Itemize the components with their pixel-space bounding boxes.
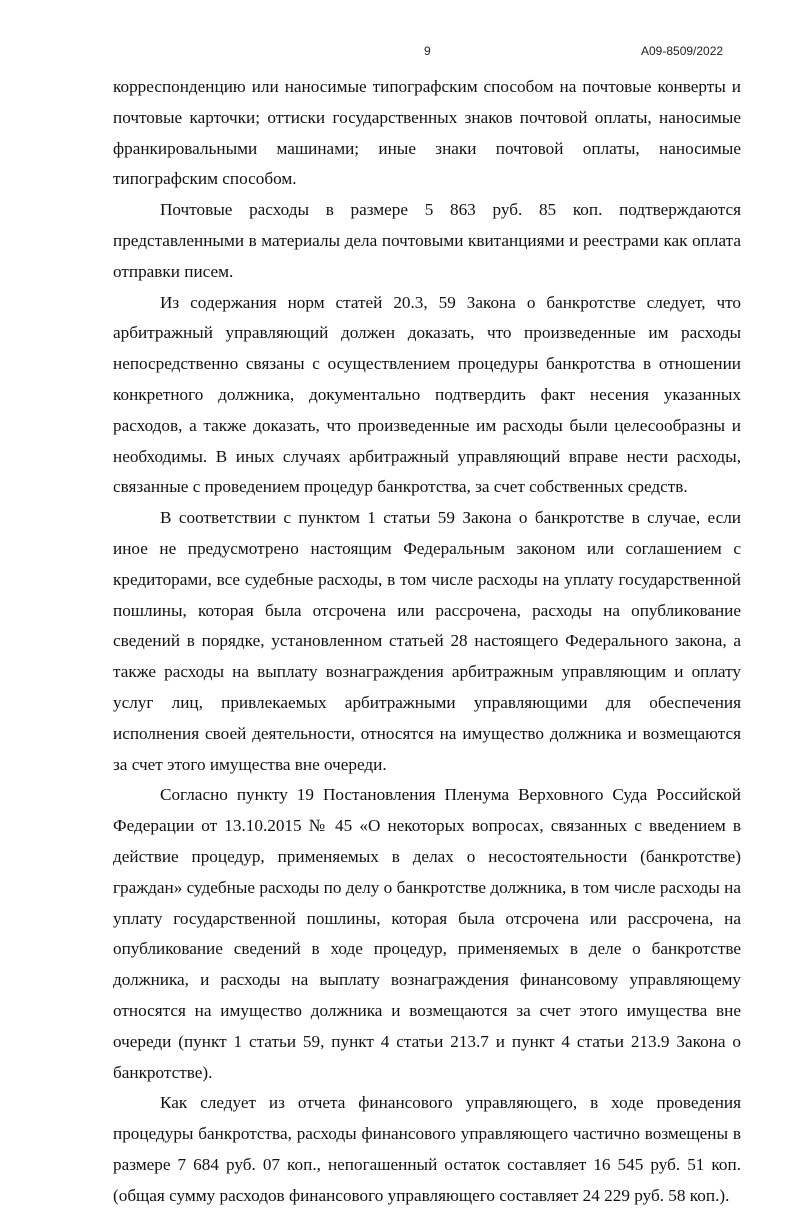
document-body: [113, 72, 741, 1211]
paragraph-postal-expenses: Почтовые расходы в размере 5 863 руб. 85 коп. подтверждаются представленными в материалы дела почтовыми квитанциями и реестрами как оплата отправки писем.: [113, 200, 741, 281]
case-number: А09-8509/2022: [641, 44, 724, 58]
paragraph-financial-manager-report: Как следует из отчета финансового управляющего, в ходе проведения процедуры банкротства, расходы финансового управляющего частично возмещены в размере 7 684 руб. 07 коп., непогашенный остаток составляет 16 545 руб. 51 коп. (общая сумму расходов финансового управляющего составляет 24 229 руб. 58 коп.).: [113, 1093, 741, 1205]
paragraph-continuation: корреспонденцию или наносимые типографским способом на почтовые конверты и почтовые карточки; оттиски государственных знаков почтовой оплаты, наносимые франкировальными машинами; иные знаки почтовой оплаты, наносимые типографским способом.: [113, 77, 741, 189]
paragraph-articles-20-3-59: Из содержания норм статей 20.3, 59 Закона о банкротстве следует, что арбитражный управляющий должен доказать, что произведенные им расходы непосредственно связаны с осуществлением процедуры банкротства в отношении конкретного должника, документально подтвердить факт несения указанных расходов, а также доказать, что произведенные им расходы были целесообразны и необходимы. В иных случаях арбитражный управляющий вправе нести расходы, связанные с проведением процедур банкротства, за счет собственных средств.: [113, 292, 741, 497]
page-number: 9: [424, 44, 431, 58]
paragraph-article-59-point-1: В соответствии с пунктом 1 статьи 59 Закона о банкротстве в случае, если иное не предусмотрено настоящим Федеральным законом или соглашением с кредиторами, все судебные расходы, в том числе расходы на уплату государственной пошлины, которая была отсрочена или рассрочена, расходы на опубликование сведений в порядке, установленном статьей 28 настоящего Федерального закона, а также расходы на выплату вознаграждения арбитражным управляющим и оплату услуг лиц, привлекаемых арбитражными управляющими для обеспечения исполнения своей деятельности, относятся на имущество должника и возмещаются за счет этого имущества вне очереди.: [113, 508, 741, 774]
paragraph-plenum-resolution: Согласно пункту 19 Постановления Пленума Верховного Суда Российской Федерации от 13.10.2015 № 45 «О некоторых вопросах, связанных с введением в действие процедур, применяемых в делах о несостоятельности (банкротстве) граждан» судебные расходы по делу о банкротстве должника, в том числе расходы на уплату государственной пошлины, которая была отсрочена или рассрочена, на опубликование сведений в ходе процедур, применяемых в деле о банкротстве должника, и расходы на выплату вознаграждения финансовому управляющему относятся на имущество должника и возмещаются за счет этого имущества вне очереди (пункт 1 статьи 59, пункт 4 статьи 213.7 и пункт 4 статьи 213.9 Закона о банкротстве).: [113, 785, 741, 1082]
page-header: [0, 44, 800, 64]
